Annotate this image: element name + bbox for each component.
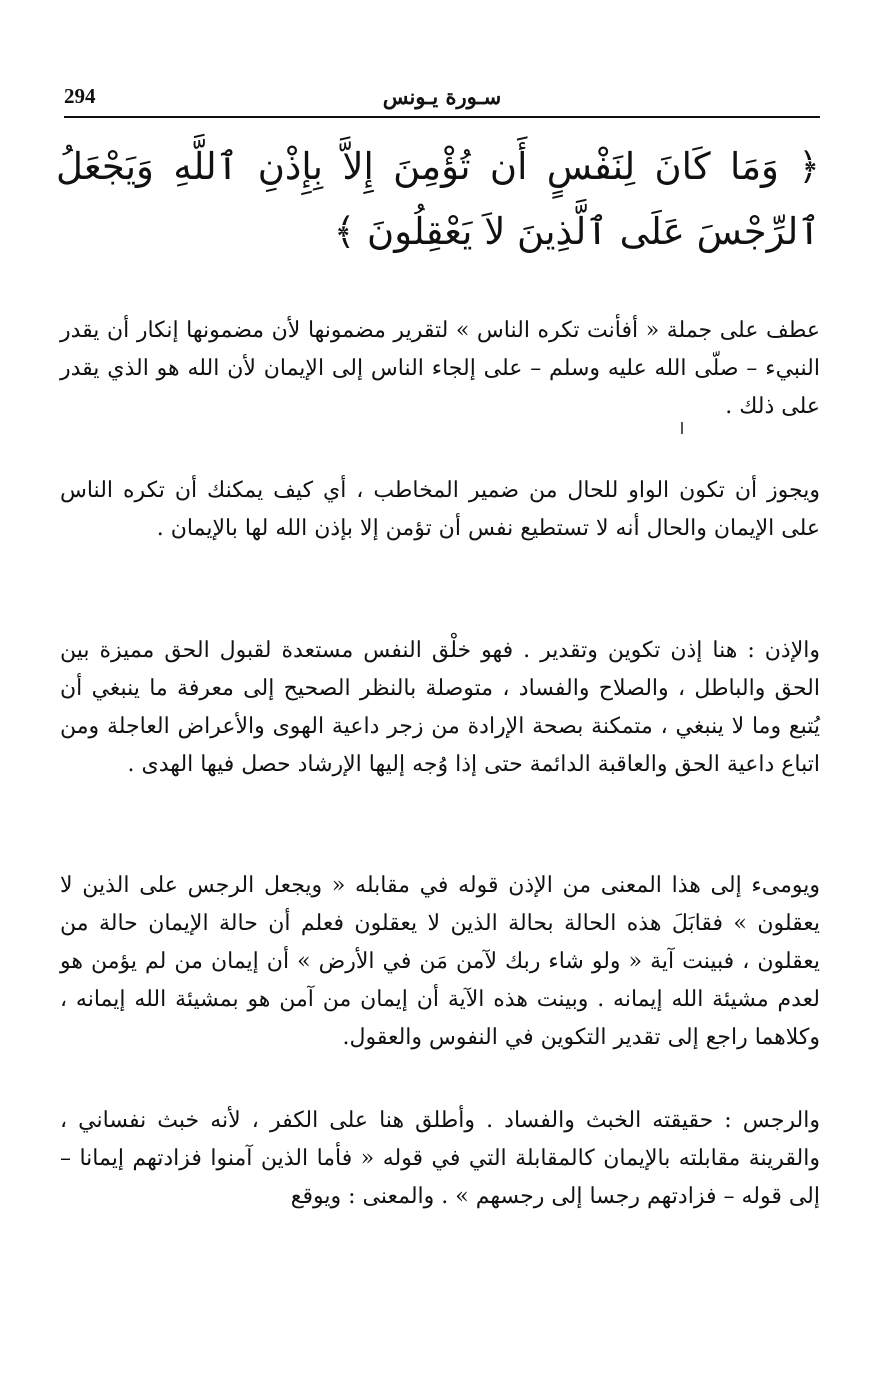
commentary-paragraph-1: عطف على جملة « أفأنت تكره الناس » لتقرير مضمونها لأن مضمونها إنكار أن يقدر النبيء – صلّى الله عليه وسلم – على إلجاء الناس إلى الإيمان لأن الله هو الذي يقدر على ذلك .: [60, 318, 820, 419]
header-divider: [64, 116, 820, 118]
commentary-paragraph-2: ويجوز أن تكون الواو للحال من ضمير المخاطب ، أي كيف يمكنك أن تكره الناس على الإيمان والحال أنه لا تستطيع نفس أن تؤمن إلا بإذن الله لها بالإيمان .: [60, 478, 820, 541]
commentary-paragraph-4: ويومىء إلى هذا المعنى من الإذن قوله في مقابله « ويجعل الرجس على الذين لا يعقلون » فقابَلَ هذه الحالة بحالة الذين لا يعقلون فعلم أن حالة الإيمان حالة من يعقلون ، فبينت آية « ولو شاء ربك لآمن مَن في الأرض » أن إيمان من لم يؤمن هو لعدم مشيئة الله إيمانه . وبينت هذه الآية أن إيمان من آمن هو بمشيئة الله إيمانه ، وكلاهما راجع إلى تقدير التكوين في النفوس والعقول.: [60, 873, 820, 1050]
commentary-paragraph-3: والإذن : هنا إذن تكوين وتقدير . فهو خلْق النفس مستعدة لقبول الحق مميزة بين الحق والباطل ، والصلاح والفساد ، متوصلة بالنظر الصحيح إلى معرفة ما ينبغي أن يُتبع وما لا ينبغي ، متمكنة بصحة الإرادة من زجر داعية الهوى والأعراض العاجلة ومن اتباع داعية الحق والعاقبة الدائمة حتى إذا وُجه إليها الإرشاد حصل فيها الهدى .: [60, 638, 820, 777]
surah-title: سـورة يـونس: [382, 84, 502, 109]
commentary-paragraph-5: والرجس : حقيقته الخبث والفساد . وأطلق هنا على الكفر ، لأنه خبث نفساني ، والقرينة مقابلته بالإيمان كالمقابلة التي في قوله « فأما الذين آمنوا فزادتهم إيمانا – إلى قوله – فزادتهم رجسا إلى رجسهم » . والمعنى : ويوقع: [60, 1108, 820, 1209]
quran-verse: ﴿ وَمَا كَانَ لِنَفْسٍ أَن تُؤْمِنَ إِلاَّ بِإِذْنِ ٱللَّهِ وَيَجْعَلُ ٱلرِّجْسَ عَلَى ٱلَّذِينَ لاَ يَعْقِلُونَ ﴾: [56, 145, 820, 253]
page-number: 294: [64, 84, 96, 108]
page-header: [64, 80, 820, 120]
